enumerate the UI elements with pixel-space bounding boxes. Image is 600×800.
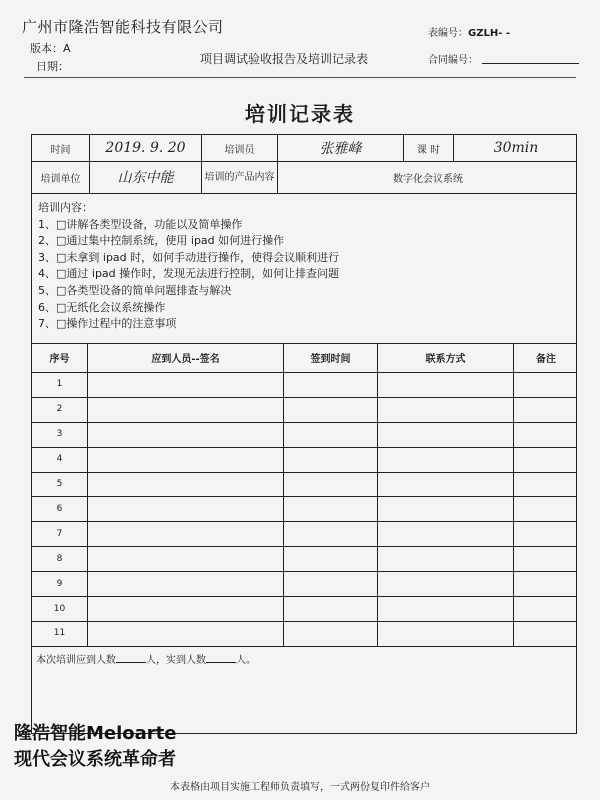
content-item: 3、□未拿到 ipad 时，如何手动进行操作，使得会议顺利进行: [38, 250, 340, 264]
attendance-header: [32, 343, 576, 373]
checkin-time-cell: [284, 621, 378, 646]
contact-cell: [378, 521, 514, 546]
contact-cell: [378, 372, 514, 397]
content-item: 1、□讲解各类型设备，功能以及简单操作: [38, 217, 243, 231]
table-row: [32, 596, 576, 622]
version-label: 版本：A: [30, 42, 71, 55]
name-cell: [88, 621, 284, 646]
name-cell: [88, 422, 284, 447]
contact-cell: [378, 621, 514, 646]
unit-label: 培训单位: [32, 161, 90, 193]
checkin-time-cell: [284, 596, 378, 621]
row-index: 7: [32, 521, 88, 546]
contact-cell: [378, 422, 514, 447]
header-contact: 联系方式: [378, 343, 514, 372]
form-number-value: GZLH- -: [468, 28, 510, 39]
header-index: 序号: [32, 343, 88, 372]
contact-cell: [378, 447, 514, 472]
table-row: [32, 397, 576, 423]
table-row: [32, 571, 576, 597]
name-cell: [88, 372, 284, 397]
actual-count-blank: [206, 652, 236, 663]
content-item: 4、□通过 ipad 操作时，发现无法进行控制，如何让排查问题: [38, 267, 340, 281]
remark-cell: [514, 621, 578, 646]
trainer-value: 张雅峰: [278, 135, 404, 161]
row-index: 1: [32, 372, 88, 397]
info-row-1: [32, 135, 576, 162]
report-title: 项目调试验收报告及培训记录表: [200, 52, 369, 66]
row-index: 9: [32, 571, 88, 596]
form-number: [428, 24, 510, 39]
name-cell: [88, 596, 284, 621]
content-item: 6、□无纸化会议系统操作: [38, 300, 166, 314]
contact-cell: [378, 596, 514, 621]
info-row-2: [32, 161, 576, 194]
brand-banner-line2: 现代会议系统革命者: [14, 749, 176, 770]
name-cell: [88, 397, 284, 422]
attendance-summary: [36, 651, 256, 666]
header-remark: 备注: [536, 354, 556, 365]
remark-cell: [514, 497, 578, 522]
row-index: 10: [32, 596, 88, 621]
name-cell: [88, 497, 284, 522]
header-name: 应到人员--签名: [88, 343, 284, 372]
content-item: 2、□通过集中控制系统，使用 ipad 如何进行操作: [38, 234, 285, 248]
trainer-label: 培训员: [202, 135, 278, 161]
checkin-time-cell: [284, 422, 378, 447]
company-name: 广州市隆浩智能科技有限公司: [22, 18, 224, 36]
row-index: 5: [32, 472, 88, 497]
time-label: 时间: [32, 135, 90, 161]
table-row: [32, 372, 576, 398]
table-row: [32, 497, 576, 523]
summary-actual-label: 人，实到人数: [146, 655, 206, 666]
table-row: [32, 447, 576, 473]
remark-cell: [514, 422, 578, 447]
name-cell: [88, 546, 284, 571]
checkin-time-cell: [284, 397, 378, 422]
contact-cell: [378, 497, 514, 522]
contact-cell: [378, 571, 514, 596]
table-row: [32, 621, 576, 647]
remark-cell: [514, 472, 578, 497]
checkin-time-cell: [284, 372, 378, 397]
training-record-table: [31, 134, 577, 734]
remark-cell: [514, 397, 578, 422]
contact-cell: [378, 546, 514, 571]
header-divider: [24, 77, 576, 78]
table-row: [32, 472, 576, 498]
contact-cell: [378, 472, 514, 497]
page-title: 培训记录表: [245, 102, 355, 126]
remark-cell: [514, 372, 578, 397]
product-label: 培训的产品内容: [202, 161, 278, 193]
hours-value: 30min: [493, 140, 539, 156]
remark-cell: [514, 571, 578, 596]
row-index: 8: [32, 546, 88, 571]
remark-cell: [514, 596, 578, 621]
table-row: [32, 521, 576, 547]
remark-cell: [514, 546, 578, 571]
name-cell: [88, 447, 284, 472]
contract-number-line: [482, 63, 579, 64]
hours-label: 课 时: [404, 135, 454, 161]
checkin-time-cell: [284, 571, 378, 596]
footer-note: 本表格由项目实施工程师负责填写，一式两份复印件给客户: [170, 782, 430, 793]
training-content: [38, 200, 339, 333]
name-cell: [88, 521, 284, 546]
row-index: 11: [32, 621, 88, 646]
brand-banner-line1: 隆浩智能Meloarte: [14, 723, 177, 744]
row-index: 6: [32, 497, 88, 522]
checkin-time-cell: [284, 447, 378, 472]
contract-number-label: 合同编号：: [428, 55, 478, 66]
remark-cell: [514, 447, 578, 472]
table-row: [32, 546, 576, 572]
remark-cell: [514, 521, 578, 546]
name-cell: [88, 571, 284, 596]
unit-value: 山东中能: [90, 161, 202, 193]
content-heading: 培训内容：: [38, 201, 93, 214]
contact-cell: [378, 397, 514, 422]
expected-count-blank: [116, 652, 146, 663]
product-value: 数字化会议系统: [393, 173, 463, 185]
summary-expected-label: 本次培训应到人数: [36, 655, 116, 666]
checkin-time-cell: [284, 497, 378, 522]
header-checkin-time: 签到时间: [284, 343, 378, 372]
row-index: 3: [32, 422, 88, 447]
checkin-time-cell: [284, 546, 378, 571]
checkin-time-cell: [284, 521, 378, 546]
checkin-time-cell: [284, 472, 378, 497]
name-cell: [88, 472, 284, 497]
row-index: 4: [32, 447, 88, 472]
content-item: 5、□各类型设备的简单问题排查与解决: [38, 283, 232, 297]
table-row: [32, 422, 576, 448]
form-number-label: 表编号：: [428, 28, 468, 39]
content-item: 7、□操作过程中的注意事项: [38, 317, 177, 331]
row-index: 2: [32, 397, 88, 422]
date-label: 日期：: [36, 60, 69, 73]
summary-end: 人。: [236, 655, 256, 666]
time-value: 2019. 9. 20: [90, 135, 202, 161]
